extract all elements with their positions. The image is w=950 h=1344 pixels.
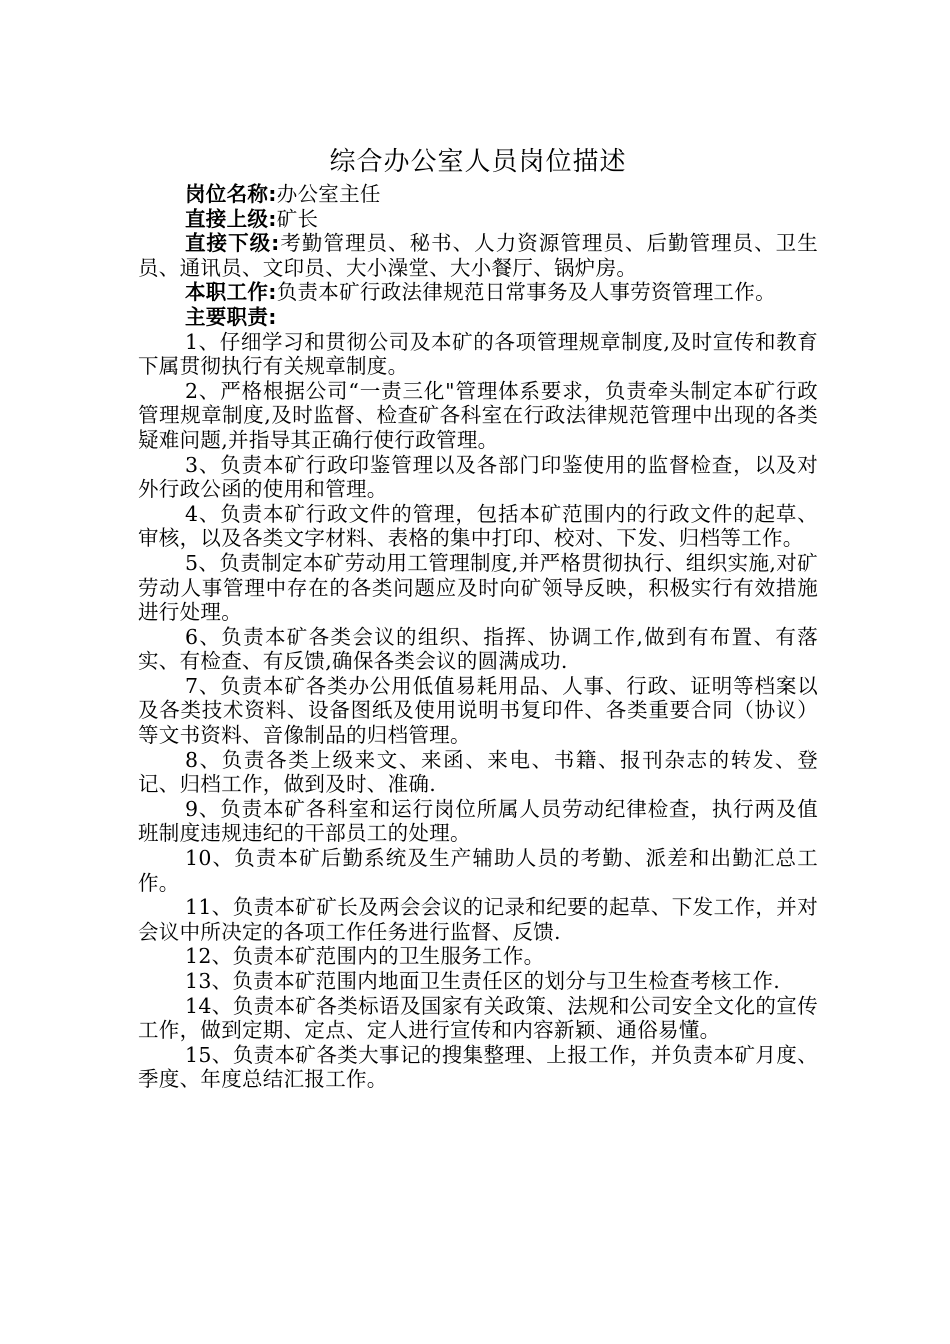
field-value: 矿长: [276, 206, 319, 231]
duty-item: 15、负责本矿各类大事记的搜集整理、上报工作，并负责本矿月度、季度、年度总结汇报工作。: [138, 1042, 818, 1092]
duty-item: 13、负责本矿范围内地面卫生责任区的划分与卫生检查考核工作.: [185, 969, 781, 993]
duty-item: 12、负责本矿范围内的卫生服务工作。: [185, 944, 545, 969]
duty-item: 4、负责本矿行政文件的管理，包括本矿范围内的行政文件的起草、审核，以及各类文字材料、表格的集中打印、校对、下发、归档等工作。: [138, 501, 818, 551]
field-label: 本职工作:: [185, 280, 277, 305]
duty-item: 10、负责本矿后勤系统及生产辅助人员的考勤、派差和出勤汇总工作。: [138, 846, 818, 895]
duties-heading-label: 主要职责:: [185, 304, 277, 329]
field-position-name: [138, 182, 818, 207]
field-value: 考勤管理员、秘书、人力资源管理员、后勤管理员、卫生员、通讯员、文印员、大小澡堂、大小餐厅、锅炉房。: [138, 231, 818, 280]
field-value: 负责本矿行政法律规范日常事务及人事劳资管理工作。: [276, 280, 776, 305]
duty-item: 14、负责本矿各类标语及国家有关政策、法规和公司安全文化的宣传工作，做到定期、定点、定人进行宣传和内容新颖、通俗易懂。: [138, 993, 818, 1043]
document-page: [138, 142, 818, 1092]
duty-item: 2、严格根据公司“一责三化"管理体系要求，负责牵头制定本矿行政管理规章制度,及时监督、检查矿各科室在行政法律规范管理中出现的各类疑难问题,并指导其正确行使行政管理。: [138, 378, 818, 452]
field-main-work: [138, 280, 818, 305]
duties-heading: [138, 305, 818, 330]
duty-item: 7、负责本矿各类办公用低值易耗用品、人事、行政、证明等档案以及各类技术资料、设备图纸及使用说明书复印件、各类重要合同（协议）等文书资料、音像制品的归档管理。: [138, 673, 818, 748]
duty-item: 9、负责本矿各科室和运行岗位所属人员劳动纪律检查，执行两及值班制度违规违纪的干部员工的处理。: [138, 796, 818, 846]
duty-item: 6、负责本矿各类会议的组织、指挥、协调工作,做到有布置、有落实、有检查、有反馈,确保各类会议的圆满成功.: [138, 624, 818, 674]
duty-item: 8、负责各类上级来文、来函、来电、书籍、报刊杂志的转发、登记、归档工作，做到及时、准确.: [138, 747, 818, 797]
field-direct-superior: [138, 207, 818, 232]
document-title: 综合办公室人员岗位描述: [329, 147, 627, 177]
duty-item: 11、负责本矿矿长及两会会议的记录和纪要的起草、下发工作，并对会议中所决定的各项工作任务进行监督、反馈.: [138, 895, 818, 944]
field-label: 直接上级:: [185, 206, 277, 231]
duty-item: 1、仔细学习和贯彻公司及本矿的各项管理规章制度,及时宣传和教育下属贯彻执行有关规章制度。: [138, 329, 818, 379]
field-label: 岗位名称:: [185, 182, 277, 206]
field-direct-subordinates: [138, 231, 818, 280]
duty-item: 3、负责本矿行政印鉴管理以及各部门印鉴使用的监督检查，以及对外行政公函的使用和管理。: [138, 452, 818, 502]
field-label: 直接下级:: [185, 231, 280, 256]
field-value: 办公室主任: [276, 182, 381, 206]
duty-item: 5、负责制定本矿劳动用工管理制度,并严格贯彻执行、组织实施,对矿劳动人事管理中存在的各类问题应及时向矿领导反映，积极实行有效措施进行处理。: [138, 550, 818, 625]
